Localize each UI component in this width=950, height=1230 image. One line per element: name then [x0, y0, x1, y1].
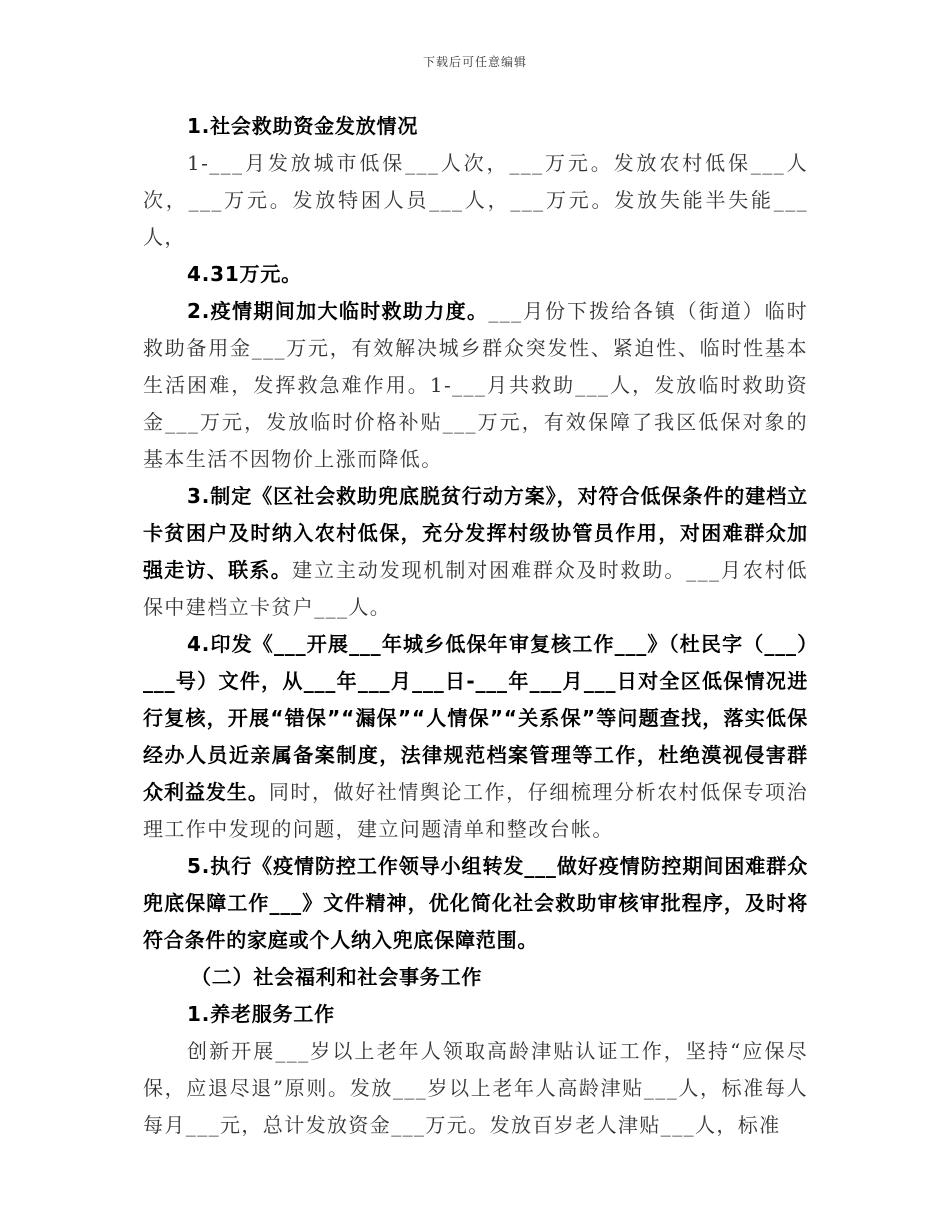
paragraph-temporary-relief — [143, 293, 808, 478]
section-heading-elderly-services: 1.养老服务工作 — [187, 1002, 335, 1026]
paragraph-lead: 3.制定《区社会救助兜底脱贫行动方案》，对符合低保条件的建档立卡贫困户及时纳入农村低保，充分发挥村级协管员作用，对困难群众加强走访、联系。 — [143, 484, 808, 582]
paragraph-lead: 4.印发《___开展___年城乡低保年审复核工作___》（杜民字（___）___号）文件，从___年___月___日-___年___月___日对全区低保情况进行复核，开展“错保”“漏保”“人情保”“关系保”等问题查找，落实低保经办人员近亲属备案制度，法律规范档案管理等工作，杜绝漠视侵害群众利益发生。 — [143, 632, 808, 804]
paragraph-lead: 2.疫情期间加大临时救助力度。 — [187, 299, 489, 323]
paragraph-annual-review — [143, 626, 808, 848]
paragraph-text: ___月份下拨给各镇（街道）临时救助备用金___万元，有效解决城乡群众突发性、紧迫性、临时性基本生活困难，发挥救急难作用。1-___月共救助___人，发放临时救助资金___万元，发放临时价格补贴___万元，有效保障了我区低保对象的基本生活不因物价上涨而降低。 — [143, 299, 809, 471]
paragraph-relief-funds: 1-___月发放城市低保___人次，___万元。发放农村低保___人次，___万元。发放特困人员___人，___万元。发放失能半失能___人， — [143, 151, 808, 249]
document-body — [143, 108, 808, 1144]
section-heading-welfare: （二）社会福利和社会事务工作 — [191, 965, 483, 989]
paragraph-elderly-services: 创新开展___岁以上老年人领取高龄津贴认证工作，坚持“应保尽保，应退尽退”原则。发放___岁以上老年人高龄津贴___人，标准每人每月___元，总计发放资金___万元。发放百岁老人津贴___人，标准 — [143, 1039, 808, 1137]
paragraph-text: 同时，做好社情舆论工作，仔细梳理分析农村低保专项治理工作中发现的问题，建立问题清单和整改台帐。 — [143, 780, 808, 841]
paragraph-epidemic-guarantee: 5.执行《疫情防控工作领导小组转发___做好疫情防控期间困难群众兜底保障工作___》文件精神，优化简化社会救助审核审批程序，及时将符合条件的家庭或个人纳入兜底保障范围。 — [143, 854, 808, 952]
section-heading-relief-funds: 1.社会救助资金发放情况 — [187, 114, 419, 138]
paragraph-poverty-plan — [143, 478, 808, 626]
paragraph-text: 建立主动发现机制对困难群众及时救助。___月农村低保中建档立卡贫户___人。 — [143, 558, 808, 619]
page-header: 下载后可任意编辑 — [422, 55, 527, 69]
paragraph-amount: 4.31万元。 — [187, 262, 302, 286]
